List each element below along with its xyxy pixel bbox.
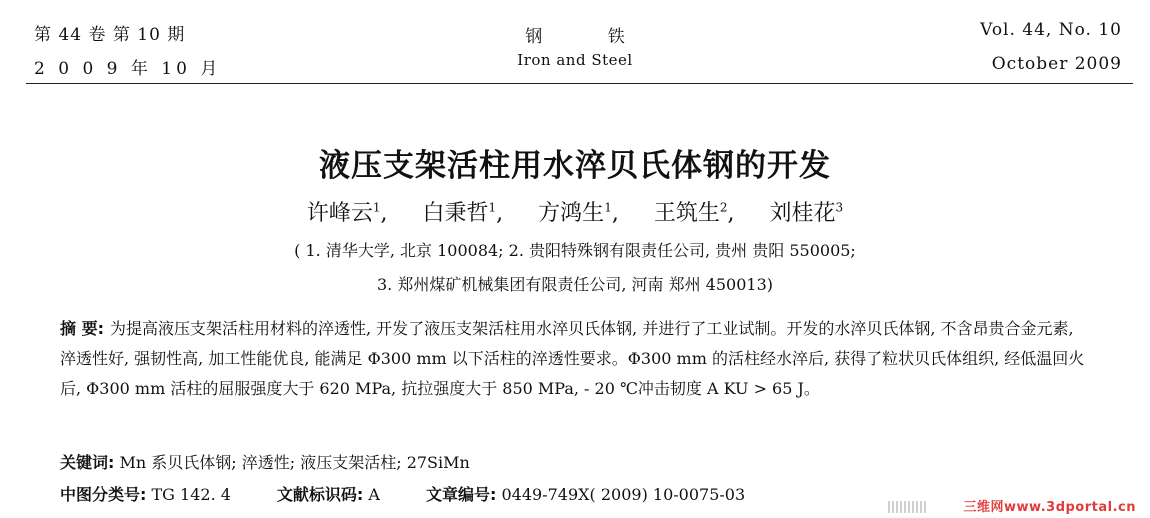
keywords — [60, 450, 470, 473]
header-journal-en: Iron and Steel — [517, 51, 633, 69]
header-journal-cn: 钢 铁 — [525, 27, 655, 47]
author-list — [0, 196, 1150, 227]
keywords-text: Mn 系贝氏体钢; 淬透性; 液压支架活柱; 27SiMn — [114, 453, 470, 472]
paper-title: 液压支架活柱用水淬贝氏体钢的开发 — [319, 148, 831, 184]
author: 刘桂花$^3$ — [769, 200, 844, 226]
clc-value: TG 142. 4 — [146, 485, 231, 504]
doc-code-label: 文献标识码: — [276, 485, 364, 504]
affiliation-line-2: 3. 郑州煤矿机械集团有限责任公司, 河南 郑州 450013) — [376, 275, 774, 294]
header-volume-issue: 第 44 卷 第 10 期 — [34, 25, 186, 45]
header-date-en: October 2009 — [991, 54, 1122, 74]
abstract — [60, 314, 1090, 404]
author: 白秉哲$^1$, — [422, 200, 504, 226]
doc-code-value: A — [363, 485, 380, 504]
article-no-label: 文章编号: — [425, 485, 497, 504]
affiliation-line-1: ( 1. 清华大学, 北京 100084; 2. 贵阳特殊钢有限责任公司, 贵州 贵阳 550005; — [294, 241, 856, 260]
header-volume-en: Vol. 44, No. 10 — [980, 20, 1122, 40]
article-no-value: 0449-749X( 2009) 10-0075-03 — [496, 485, 746, 504]
abstract-label: 摘 要: — [60, 319, 104, 338]
author: 王筑生$^2$, — [653, 200, 735, 226]
watermark-dots — [888, 501, 928, 513]
abstract-text: 为提高液压支架活柱用材料的淬透性, 开发了液压支架活柱用水淬贝氏体钢, 并进行了工业试制。开发的水淬贝氏体钢, 不含昂贵合金元素, 淬透性好, 强韧性高, 加工性能优良, 能满足 Φ300 mm 以下活柱的淬透性要求。Φ300 mm 的活柱经水淬后, 获得了粒状贝氏体组织, 经低温回火后, Φ300 mm 活柱的屈服强度大于 620 MPa, 抗拉强度大于 850 MPa, - 20 ℃冲击韧度 A KU > 65 J。 — [60, 319, 1085, 398]
author: 方鸿生$^1$, — [538, 200, 619, 226]
header-rule — [26, 83, 1133, 84]
classification-line — [60, 482, 745, 505]
header-date-cn: 2 0 0 9 年 10 月 — [34, 59, 222, 79]
author: 许峰云$^1$, — [306, 200, 388, 226]
keywords-label: 关键词: — [60, 453, 115, 472]
clc-label: 中图分类号: — [60, 485, 147, 504]
watermark: 三维网www.3dportal.cn — [963, 500, 1136, 515]
